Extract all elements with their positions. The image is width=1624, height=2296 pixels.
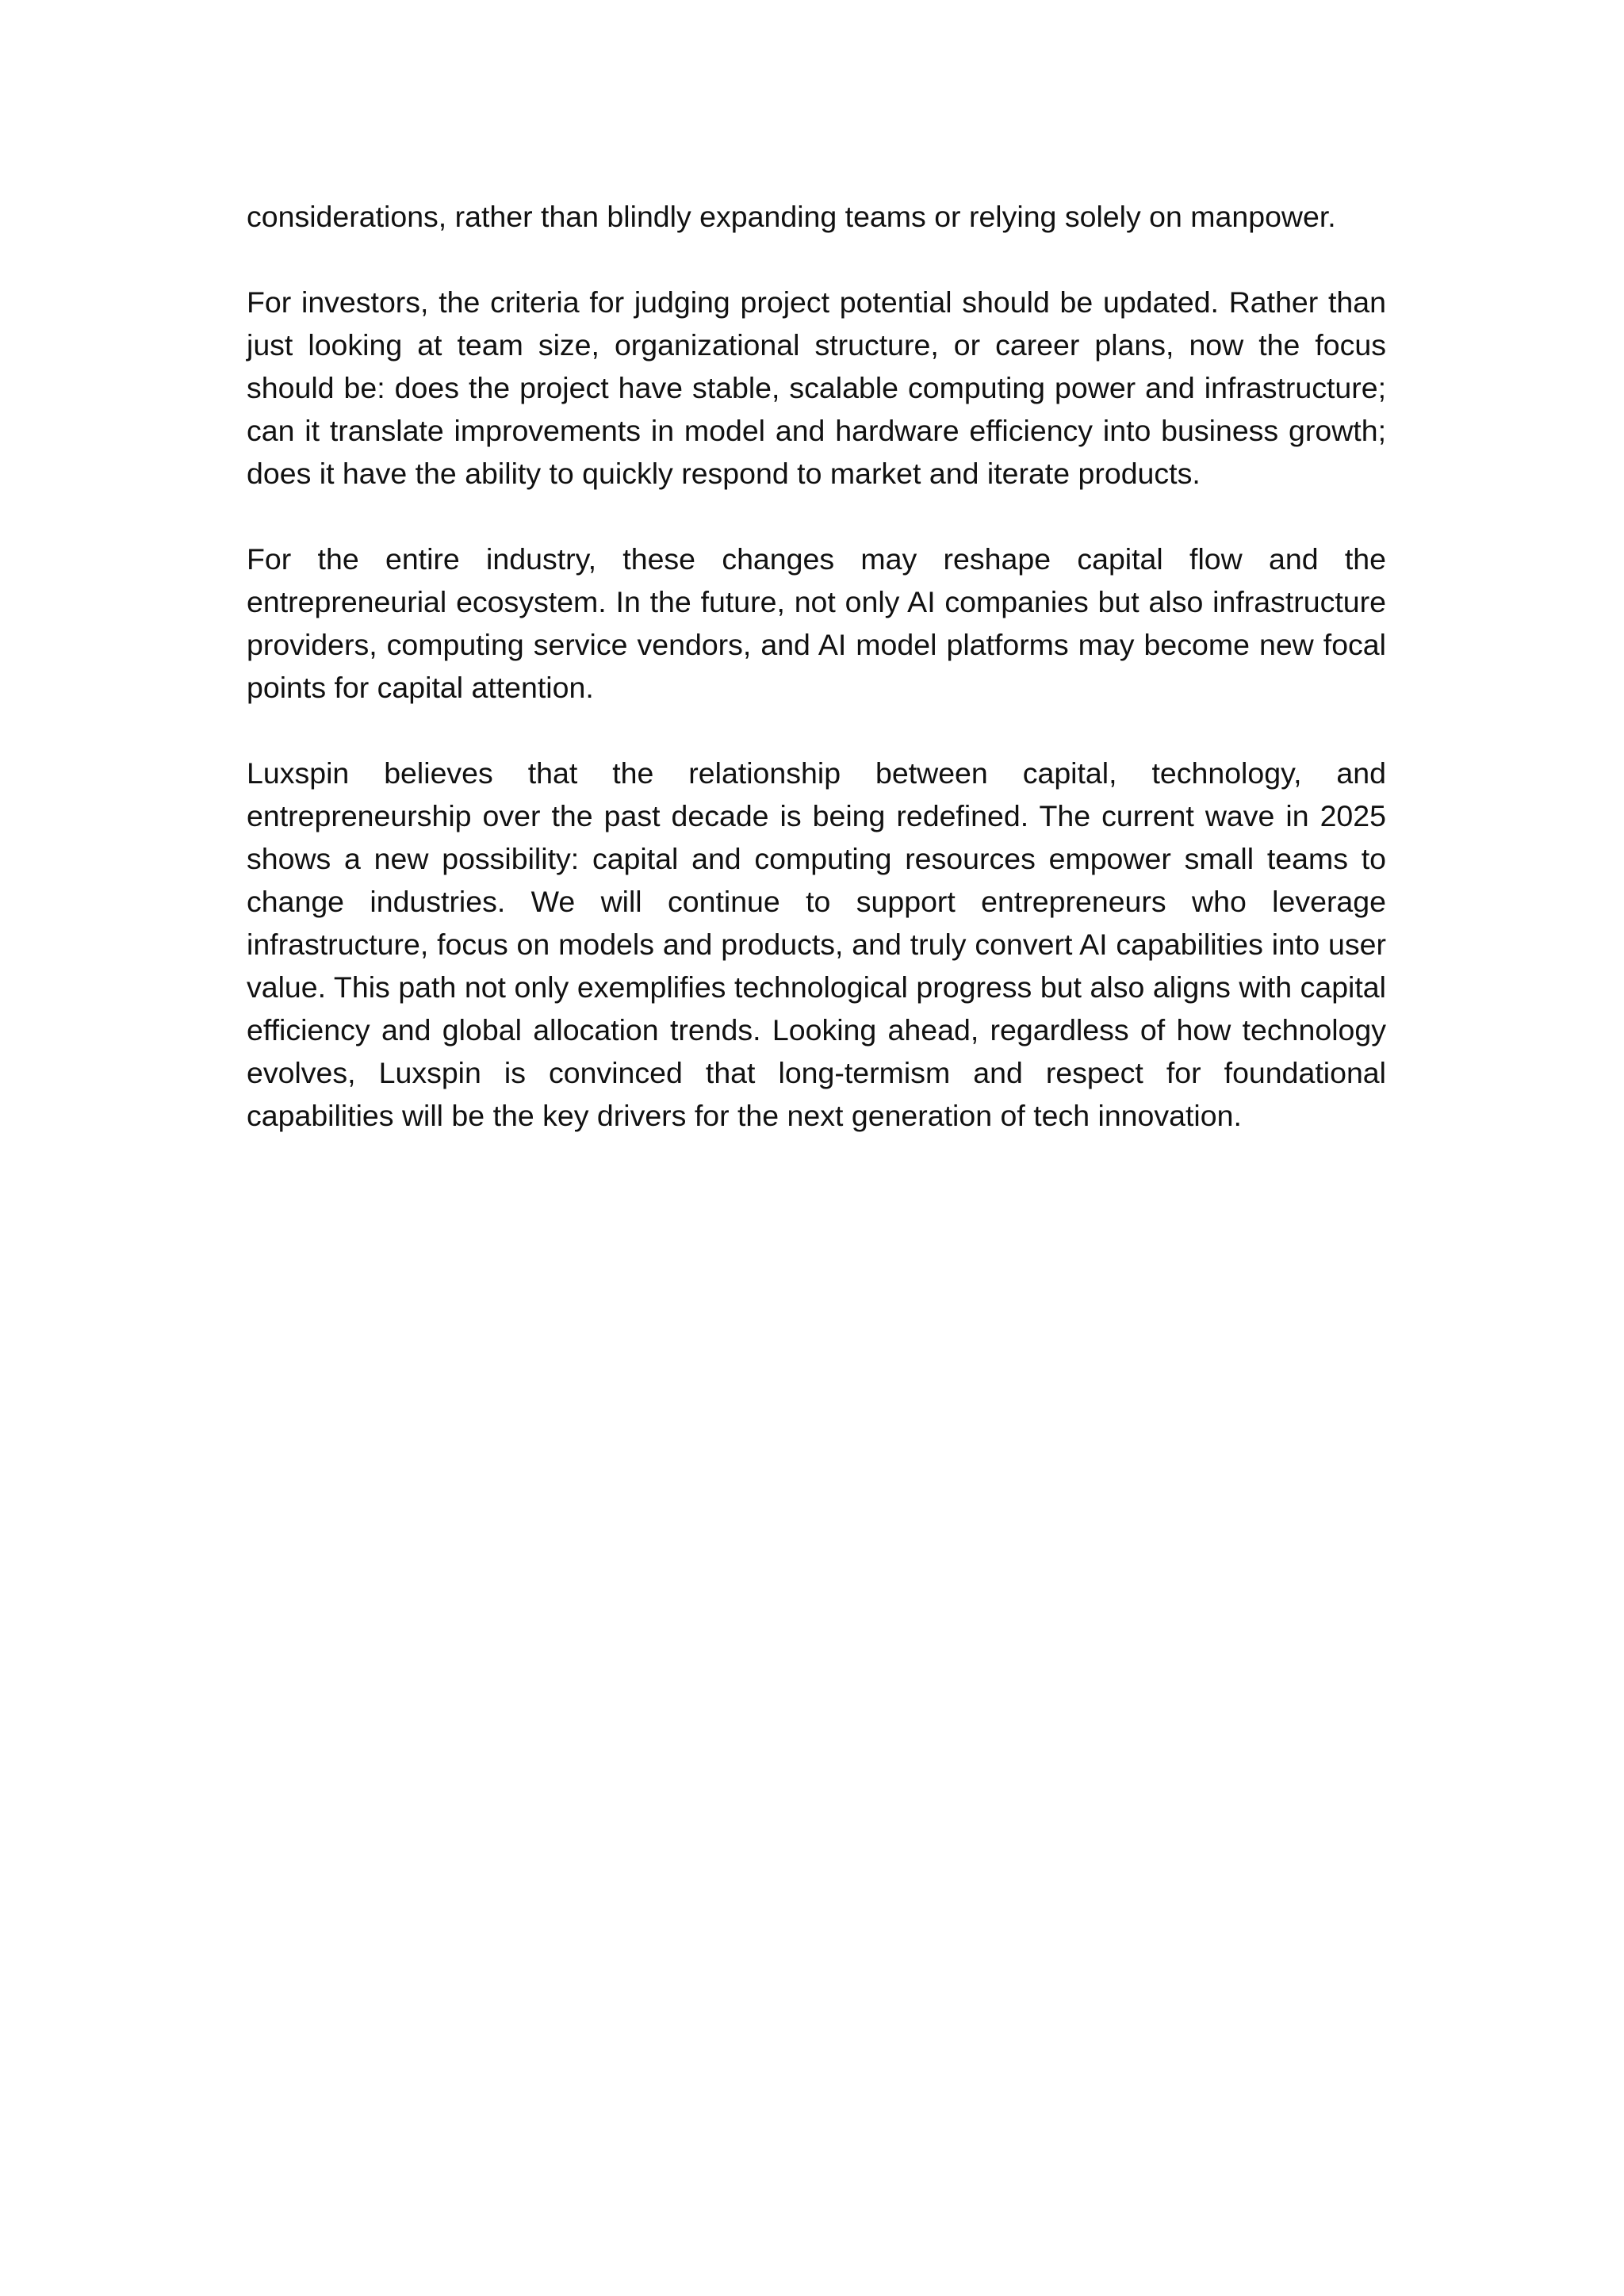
paragraph-industry: For the entire industry, these changes may reshape capital flow and the entrepreneurial ecosystem. In the future, not only AI companies but also infrastructure providers, computing service vendors, and AI model platforms may become new focal points for capital attention. bbox=[247, 542, 1386, 704]
paragraph-investors: For investors, the criteria for judging project potential should be updated. Rather than just looking at team size, organizational structure, or career plans, now the focus should be: does the project have stable, scalable computing power and infrastructure; can it translate improvements in model and hardware efficiency into business growth; does it have the ability to quickly respond to market and iterate products. bbox=[247, 285, 1386, 490]
document-body bbox=[247, 195, 1386, 1180]
paragraph-luxspin-outlook: Luxspin believes that the relationship between capital, technology, and entrepreneurship over the past decade is being redefined. The current wave in 2025 shows a new possibility: capital and computing resources empower small teams to change industries. We will continue to support entrepreneurs who leverage infrastructure, focus on models and products, and truly convert AI capabilities into user value. This path not only exemplifies technological progress but also aligns with capital efficiency and global allocation trends. Looking ahead, regardless of how technology evolves, Luxspin is convinced that long-termism and respect for foundational capabilities will be the key drivers for the next generation of tech innovation. bbox=[247, 756, 1386, 1132]
paragraph-continuation: considerations, rather than blindly expanding teams or relying solely on manpower. bbox=[247, 200, 1336, 233]
